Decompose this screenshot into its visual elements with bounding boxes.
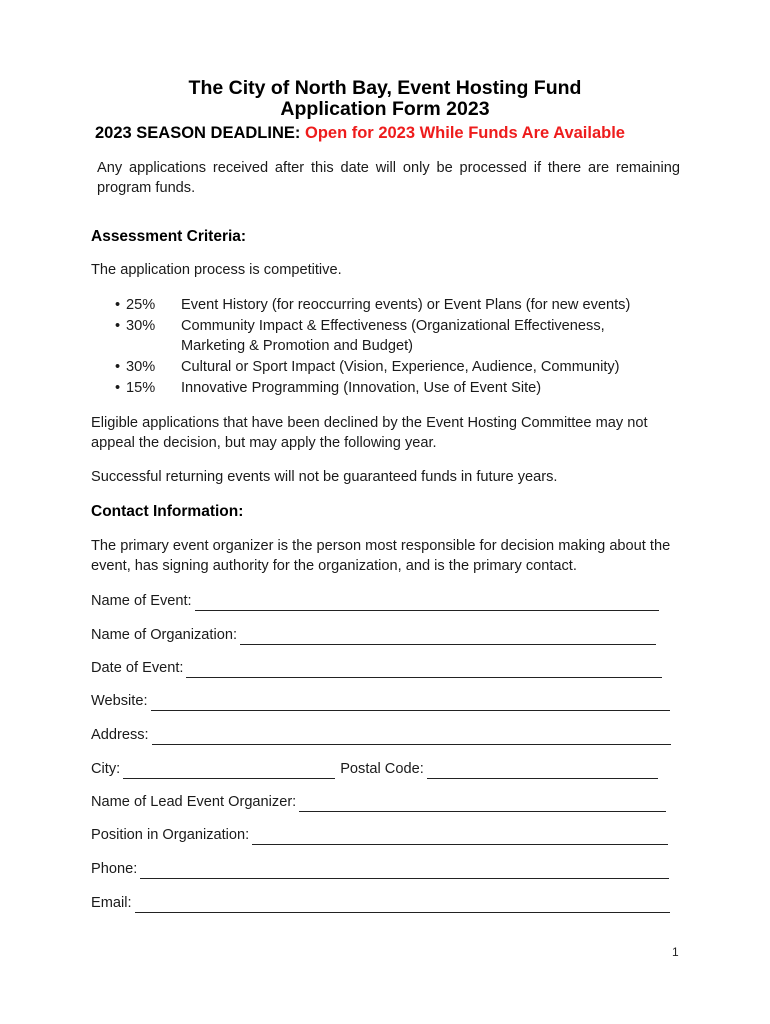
season-deadline [95, 123, 625, 143]
deadline-value: Open for 2023 While Funds Are Available [304, 124, 625, 142]
event-date-input[interactable] [186, 664, 662, 678]
contact-heading: Contact Information: [91, 503, 244, 520]
postal-code-input[interactable] [427, 765, 658, 779]
website-field [91, 691, 670, 711]
criteria-list [91, 295, 681, 399]
document-subtitle: Application Form 2023 [280, 98, 490, 120]
criteria-percent: 30% [126, 317, 156, 334]
email-field [91, 893, 670, 913]
organization-input[interactable] [240, 631, 656, 645]
list-item [91, 316, 681, 357]
event-name-field [91, 591, 659, 611]
postal-code-label: Postal Code: [340, 761, 424, 777]
email-label: Email: [91, 895, 132, 911]
list-item [91, 357, 681, 378]
position-field [91, 825, 668, 845]
deadline-label: 2023 SEASON DEADLINE: [95, 124, 301, 142]
city-input[interactable] [123, 765, 335, 779]
lead-organizer-field [91, 792, 666, 812]
bullet: • [115, 359, 121, 376]
address-input[interactable] [152, 731, 671, 745]
assessment-heading: Assessment Criteria: [91, 228, 247, 245]
intro-paragraph: Any applications received after this date will only be processed if there are remaining program funds. [97, 160, 680, 196]
page-number: 1 [672, 945, 679, 959]
event-date-field [91, 658, 662, 678]
organization-field [91, 625, 656, 645]
returning-note: Successful returning events will not be guaranteed funds in future years. [91, 469, 558, 485]
position-label: Position in Organization: [91, 827, 250, 843]
criteria-text: Cultural or Sport Impact (Vision, Experience, Audience, Community) [181, 359, 620, 376]
phone-field [91, 859, 669, 879]
document-title: The City of North Bay, Event Hosting Fund [188, 77, 582, 99]
bullet: • [115, 317, 121, 334]
assessment-intro: The application process is competitive. [91, 262, 342, 278]
criteria-percent: 15% [126, 379, 156, 396]
website-input[interactable] [151, 697, 670, 711]
criteria-text: Community Impact & Effectiveness (Organizational Effectiveness, Marketing & Promotion and Budget) [181, 317, 605, 355]
event-name-input[interactable] [195, 597, 659, 611]
city-postal-field [91, 759, 658, 779]
organization-label: Name of Organization: [91, 627, 238, 643]
criteria-text: Innovative Programming (Innovation, Use of Event Site) [181, 379, 542, 396]
criteria-text: Event History (for reoccurring events) or Event Plans (for new events) [181, 297, 631, 313]
address-label: Address: [91, 727, 149, 743]
position-input[interactable] [252, 831, 668, 845]
address-field [91, 725, 671, 745]
criteria-percent: 30% [126, 359, 156, 376]
email-input[interactable] [135, 899, 670, 913]
lead-organizer-label: Name of Lead Event Organizer: [91, 794, 297, 810]
event-date-label: Date of Event: [91, 660, 184, 676]
contact-intro: The primary event organizer is the person most responsible for decision making about the event, has signing authority for the organization, and is the primary contact. [91, 538, 671, 574]
criteria-percent: 25% [126, 297, 156, 313]
city-label: City: [91, 761, 121, 777]
website-label: Website: [91, 693, 148, 709]
phone-label: Phone: [91, 861, 138, 877]
phone-input[interactable] [140, 865, 669, 879]
lead-organizer-input[interactable] [299, 798, 666, 812]
list-item [91, 378, 681, 399]
bullet: • [115, 297, 121, 313]
bullet: • [115, 379, 121, 396]
declined-note: Eligible applications that have been declined by the Event Hosting Committee may not appeal the decision, but may apply the following year. [91, 415, 648, 451]
event-name-label: Name of Event: [91, 593, 192, 609]
list-item [91, 295, 681, 316]
